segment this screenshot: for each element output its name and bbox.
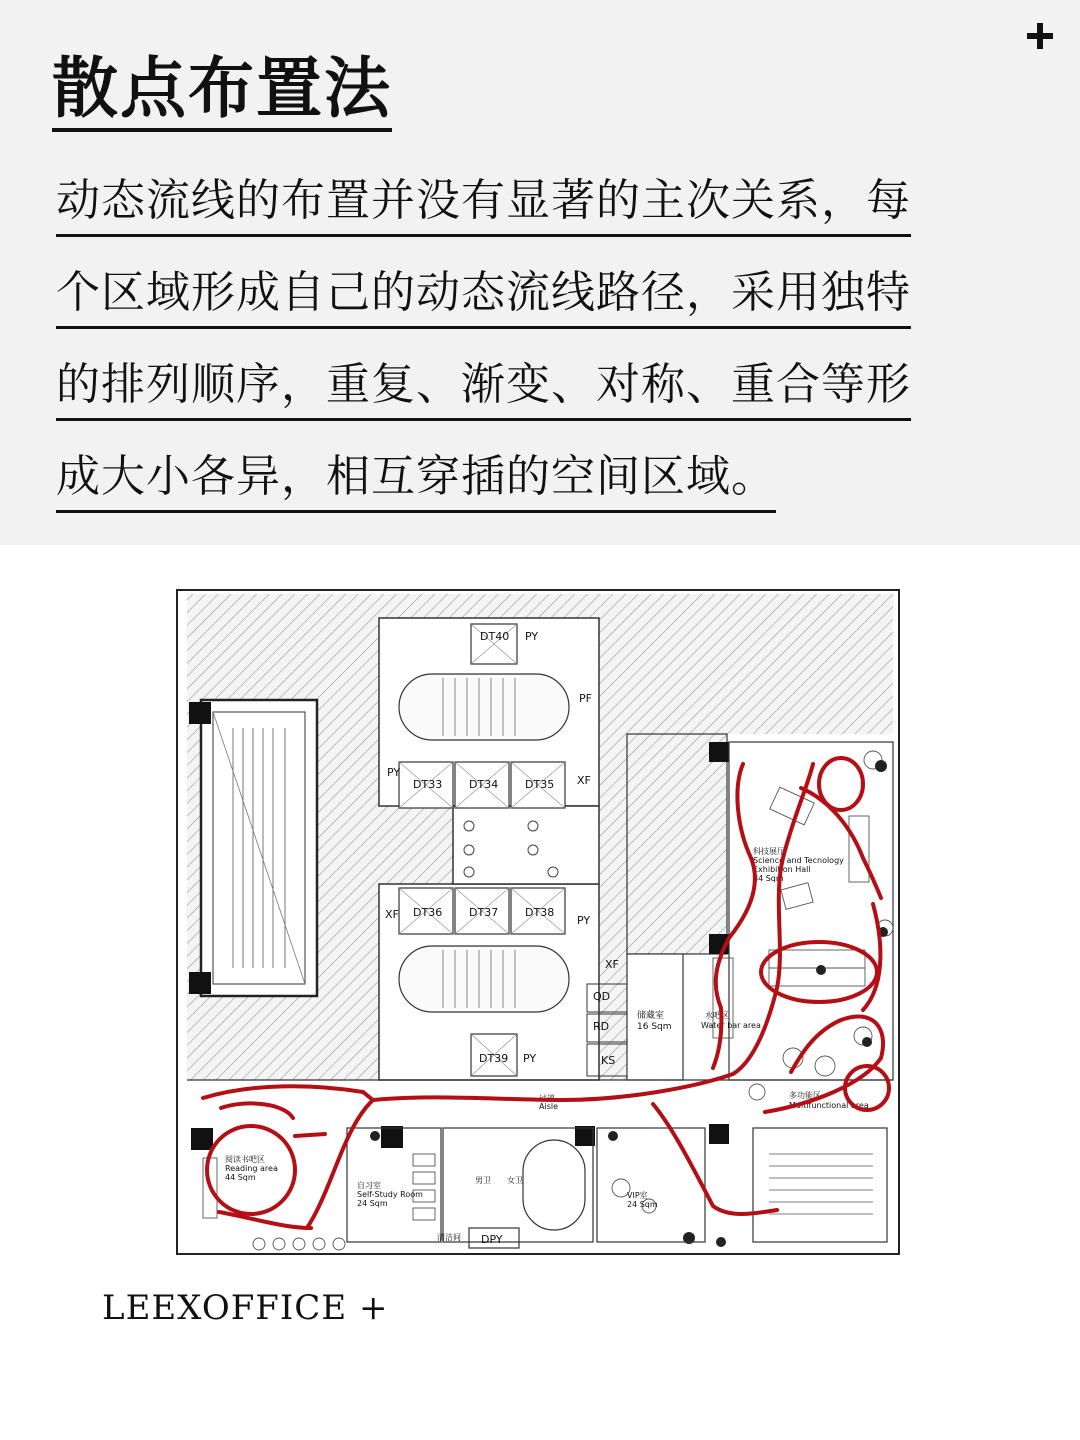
room-label: 24 Sqm (627, 1200, 658, 1209)
room-label: 女卫 (507, 1176, 523, 1185)
shaft-label: DT39 (479, 1052, 509, 1065)
page-title: 散点布置法 (52, 52, 392, 132)
room-label: Self-Study Room (357, 1190, 423, 1199)
shaft-label: XF (577, 774, 591, 787)
room-label: 科技展厅 (753, 847, 785, 856)
paragraph-line: 成大小各异，相互穿插的空间区域。 (56, 446, 776, 513)
shaft-label: PY (577, 914, 591, 927)
shaft-label: PY (523, 1052, 537, 1065)
paragraph-line: 的排列顺序，重复、渐变、对称、重合等形 (56, 354, 911, 421)
shaft-label: DT33 (413, 778, 443, 791)
shaft-label: DT36 (413, 906, 443, 919)
plus-icon[interactable] (1022, 18, 1058, 54)
shaft-label: DT38 (525, 906, 555, 919)
room-label: 44 Sqm (225, 1173, 256, 1182)
shaft-label: QD (593, 990, 611, 1003)
room-label: Water bar area (701, 1021, 761, 1030)
shaft-label: DT37 (469, 906, 499, 919)
shaft-label: DT40 (480, 630, 510, 643)
brand-logo-text: LEEXOFFICE + (102, 1288, 389, 1328)
hatched-zone (627, 734, 727, 954)
flow-path (295, 1134, 325, 1136)
room-label: 16 Sqm (637, 1022, 672, 1032)
header-panel (0, 0, 1080, 545)
shaft-label: PF (579, 692, 592, 705)
shaft-label: DPY (481, 1233, 503, 1246)
room-label: Exhibition Hall (753, 865, 811, 874)
paragraph-line: 动态流线的布置并没有显著的主次关系，每 (56, 170, 911, 237)
room-label: Reading area (225, 1164, 278, 1173)
room-label: 清洁间 (437, 1233, 461, 1242)
room-label: 水吧区 (705, 1011, 729, 1020)
room-label: 阅读书吧区 (225, 1155, 265, 1164)
description-paragraph (56, 170, 1016, 538)
shaft-label: KS (601, 1054, 616, 1067)
room-label: VIP室 (627, 1191, 648, 1200)
room-label: Multifunctional area (789, 1101, 869, 1110)
shaft-label: DT35 (525, 778, 555, 791)
room-label: 24 Sqm (357, 1199, 388, 1208)
room-label: 男卫 (475, 1176, 491, 1185)
shaft-label: RD (593, 1020, 610, 1033)
shaft-label: PY (525, 630, 539, 643)
paragraph-line: 个区域形成自己的动态流线路径，采用独特 (56, 262, 911, 329)
room-label: Science and Tecnology (753, 856, 844, 865)
room-label: 多功能区 (789, 1091, 821, 1100)
room-label: 储藏室 (637, 1011, 665, 1021)
room-label: 自习室 (357, 1181, 381, 1190)
floor-plan (173, 588, 903, 1258)
shaft-label: XF (605, 958, 619, 971)
shaft-label: PY (387, 766, 401, 779)
shaft-label: XF (385, 908, 399, 921)
room-label: 过道 (539, 1094, 555, 1103)
room-label: 84 Sqm (753, 874, 784, 883)
shaft-label: DT34 (469, 778, 499, 791)
room-label: Aisle (539, 1102, 559, 1111)
floor-plan-drawing (173, 588, 903, 1258)
